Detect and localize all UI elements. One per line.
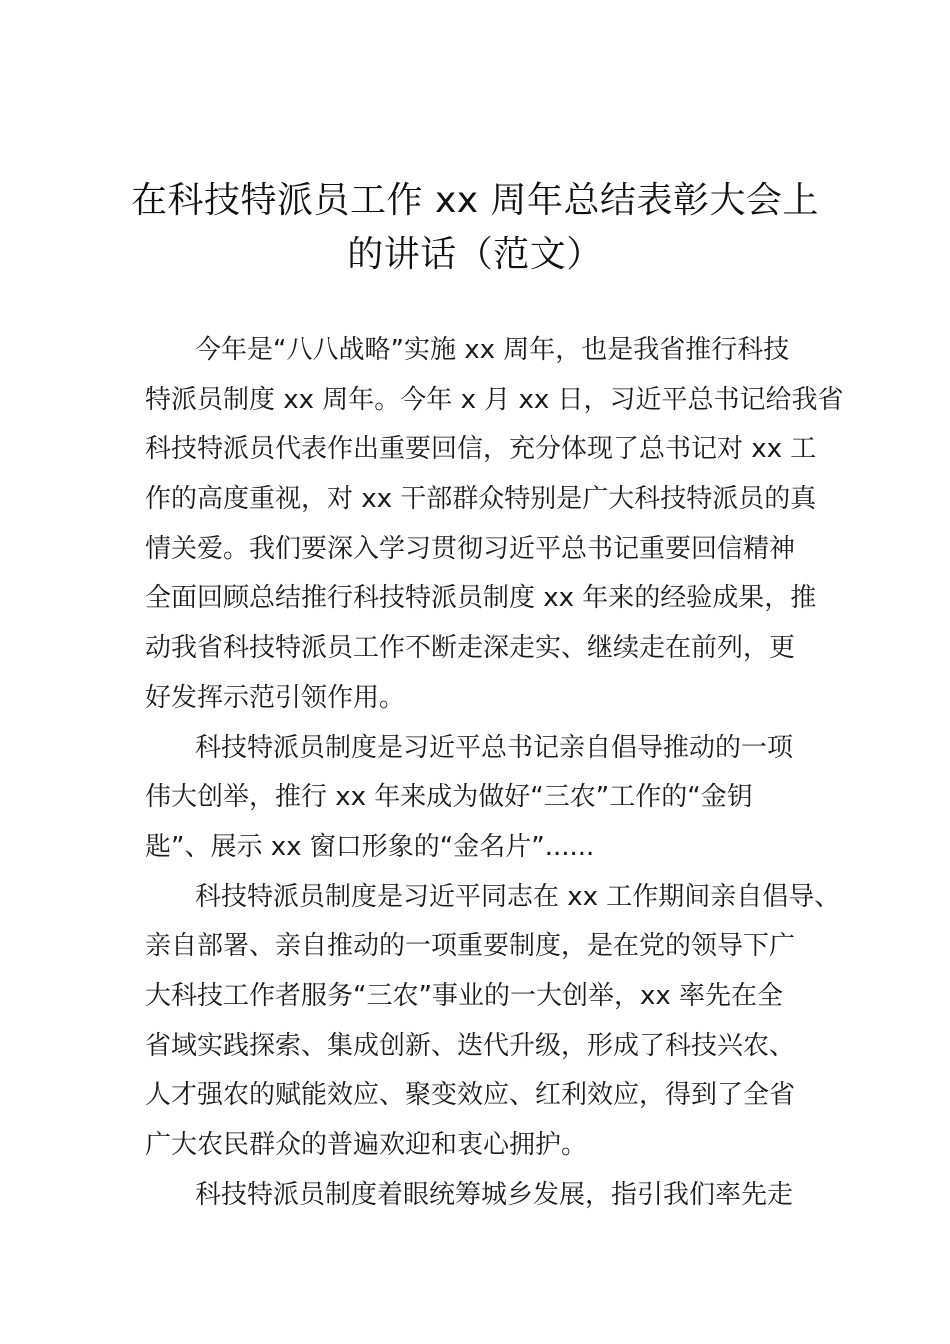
title-line: 在科技特派员工作 xx 周年总结表彰大会上 — [131, 180, 819, 221]
text-line: 伟大创举，推行 xx 年来成为做好“三农”工作的“金钥 — [145, 782, 753, 813]
text-line: 科技特派员制度是习近平总书记亲自倡导推动的一项 — [195, 732, 794, 763]
text-line: 好发挥示范引领作用。 — [145, 682, 406, 713]
text-line: 科技特派员制度是习近平同志在 xx 工作期间亲自倡导、 — [195, 881, 841, 912]
paragraph-3 — [145, 873, 841, 1171]
text-line: 作的高度重视，对 xx 干部群众特别是广大科技特派员的真 — [145, 484, 817, 515]
text-line: 亲自部署、亲自推动的一项重要制度，是在党的领导下广 — [145, 931, 796, 962]
document-title — [120, 174, 830, 282]
text-line: 大科技工作者服务“三农”事业的一大创举，xx 率先在全 — [145, 980, 783, 1011]
paragraph-2 — [145, 724, 815, 873]
text-line: 全面回顾总结推行科技特派员制度 xx 年来的经验成果，推 — [145, 583, 817, 614]
paragraph-1 — [145, 326, 844, 724]
text-line: 科技特派员代表作出重要回信，充分体现了总书记对 xx 工 — [145, 434, 817, 465]
paragraph-4 — [145, 1171, 815, 1221]
text-line: 省域实践探索、集成创新、迭代升级，形成了科技兴农、 — [145, 1030, 796, 1061]
text-line: 匙”、展示 xx 窗口形象的“金名片”...... — [145, 831, 595, 862]
text-line: 特派员制度 xx 周年。今年 x 月 xx 日，习近平总书记给我省 — [145, 384, 844, 415]
text-line: 动我省科技特派员工作不断走深走实、继续走在前列，更 — [145, 633, 796, 664]
text-line: 科技特派员制度着眼统筹城乡发展，指引我们率先走 — [195, 1179, 794, 1210]
text-line: 情关爱。我们要深入学习贯彻习近平总书记重要回信精神 — [145, 533, 796, 564]
text-line: 今年是“八八战略”实施 xx 周年，也是我省推行科技 — [195, 335, 790, 365]
text-line: 人才强农的赋能效应、聚变效应、红利效应，得到了全省 — [145, 1080, 796, 1111]
title-line: 的讲话（范文） — [347, 234, 603, 275]
text-line: 广大农民群众的普遍欢迎和衷心拥护。 — [145, 1130, 588, 1160]
document-body — [145, 326, 844, 1220]
